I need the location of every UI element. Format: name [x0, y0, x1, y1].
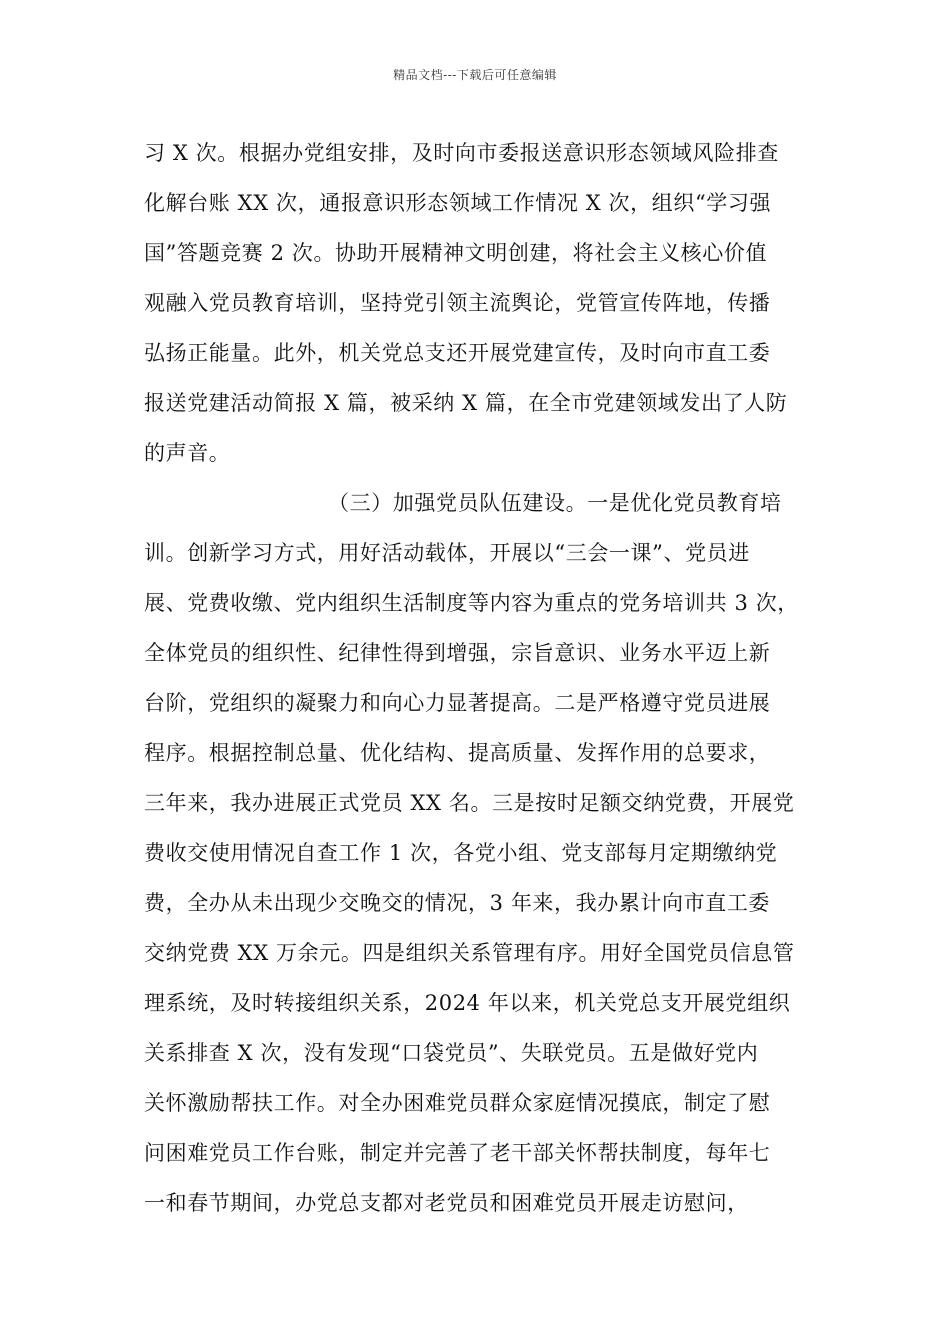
- paragraph-line: 一和春节期间，办党总支都对老党员和困难党员开展走访慰问，: [144, 1191, 749, 1215]
- paragraph-line: 交纳党费 XX 万余元。四是组织关系管理有序。用好全国党员信息管: [144, 941, 795, 965]
- paragraph-line: 费收交使用情况自查工作 1 次，各党小组、党支部每月定期缴纳党: [144, 841, 778, 865]
- paragraph-line: 训。创新学习方式，用好活动载体，开展以“三会一课”、党员进: [144, 541, 750, 565]
- paragraph-line: 弘扬正能量。此外，机关党总支还开展党建宣传，及时向市直工委: [144, 341, 771, 365]
- paragraph-line: 观融入党员教育培训，坚持党引领主流舆论，党管宣传阵地，传播: [144, 291, 771, 315]
- paragraph-line: 关系排查 X 次，没有发现“口袋党员”、失联党员。五是做好党内: [144, 1041, 759, 1065]
- document-body: [144, 128, 824, 1228]
- paragraph-line: 台阶，党组织的凝聚力和向心力显著提高。二是严格遵守党员进展: [144, 691, 771, 715]
- paragraph-line: 国”答题竞赛 2 次。协助开展精神文明创建，将社会主义核心价值: [144, 241, 768, 265]
- paragraph-line: 报送党建活动简报 X 篇，被采纳 X 篇，在全市党建领域发出了人防: [144, 391, 788, 415]
- paragraph-line: 问困难党员工作台账，制定并完善了老干部关怀帮扶制度，每年七: [144, 1141, 771, 1165]
- paragraph-line: 程序。根据控制总量、优化结构、提高质量、发挥作用的总要求，: [144, 741, 771, 765]
- page-header: 精品文档---下载后可任意编辑: [393, 68, 557, 82]
- paragraph-line: 三年来，我办进展正式党员 XX 名。三是按时足额交纳党费，开展党: [144, 791, 795, 815]
- paragraph-line: 化解台账 XX 次，通报意识形态领域工作情况 X 次，组织“学习强: [144, 191, 772, 215]
- paragraph-line: 习 X 次。根据办党组安排，及时向市委报送意识形态领域风险排查: [144, 141, 779, 165]
- paragraph-line: 全体党员的组织性、纪律性得到增强，宗旨意识、业务水平迈上新: [144, 641, 771, 665]
- paragraph-line: 关怀激励帮扶工作。对全办困难党员群众家庭情况摸底，制定了慰: [144, 1091, 771, 1115]
- paragraph-line: 展、党费收缴、党内组织生活制度等内容为重点的党务培训共 3 次，: [144, 591, 799, 615]
- paragraph-line: 费，全办从未出现少交晚交的情况，3 年来，我办累计向市直工委: [144, 891, 771, 915]
- paragraph-line: 理系统，及时转接组织关系，2024 年以来，机关党总支开展党组织: [144, 991, 791, 1015]
- paragraph-line: 的声音。: [144, 441, 231, 465]
- section-heading-line: （三）加强党员队伍建设。一是优化党员教育培: [328, 491, 782, 515]
